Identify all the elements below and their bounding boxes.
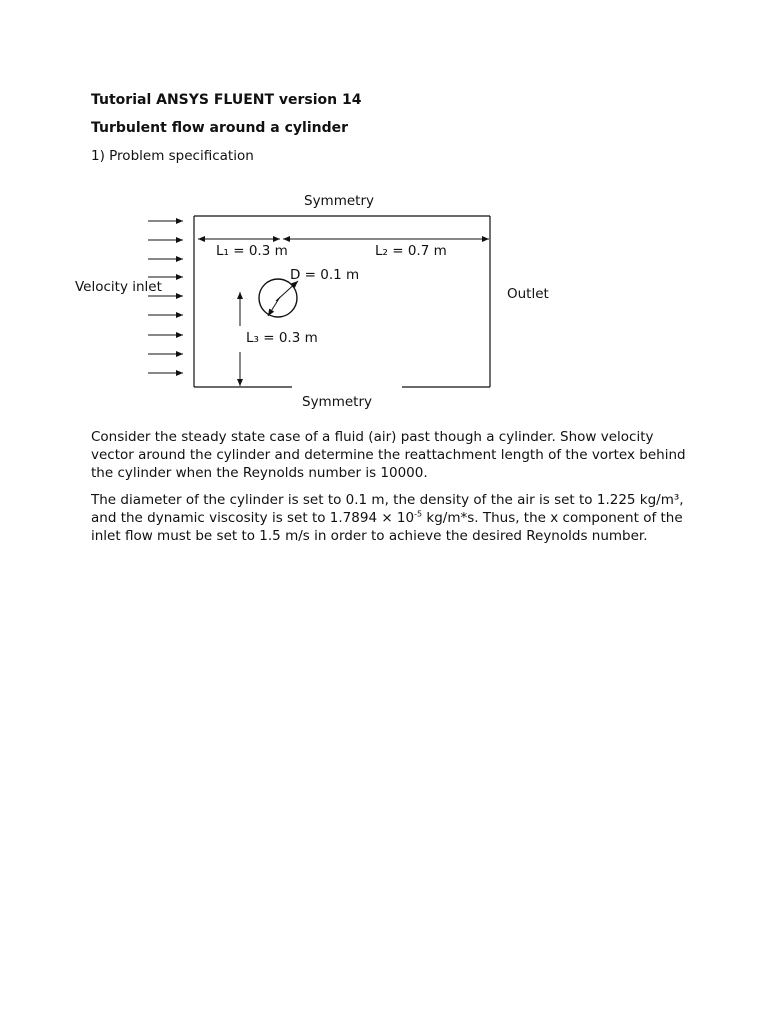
paragraph-properties-part2: kg/m*s. Thus, the x component of the inlet flow must be set to 1.5 m/s in order to achieve the desired Reynolds number. — [91, 510, 683, 544]
paragraph-properties-part1: The diameter of the cylinder is set to 0.1 m, the density of the air is set to 1.225 kg/m³, and the dynamic viscosity is set to 1.7894 × 10 — [91, 492, 684, 526]
l3-label: L₃ = 0.3 m — [246, 330, 318, 346]
paragraph-properties — [91, 491, 691, 545]
symmetry-top-label: Symmetry — [304, 193, 374, 209]
flow-domain-diagram — [60, 182, 580, 422]
outlet-label: Outlet — [507, 286, 549, 302]
symmetry-bottom-label: Symmetry — [302, 394, 372, 410]
diameter-arrow-end — [268, 297, 280, 316]
domain-boundary — [194, 216, 490, 387]
section-heading: 1) Problem specification — [91, 148, 254, 164]
diameter-label: D = 0.1 m — [290, 267, 360, 283]
l1-label: L₁ = 0.3 m — [216, 243, 288, 259]
inlet-arrows — [148, 221, 183, 373]
cylinder-shape — [259, 279, 297, 317]
viscosity-exponent: -5 — [414, 509, 423, 519]
document-subtitle: Turbulent flow around a cylinder — [91, 120, 349, 136]
document-title: Tutorial ANSYS FLUENT version 14 — [91, 92, 362, 108]
paragraph-problem: Consider the steady state case of a fluid (air) past though a cylinder. Show velocity vector around the cylinder and determine the reattachment length of the vortex behind the cylinder when the Reynolds number is 10000. — [91, 429, 686, 481]
l2-label: L₂ = 0.7 m — [375, 243, 447, 259]
velocity-inlet-label: Velocity inlet — [75, 279, 162, 295]
